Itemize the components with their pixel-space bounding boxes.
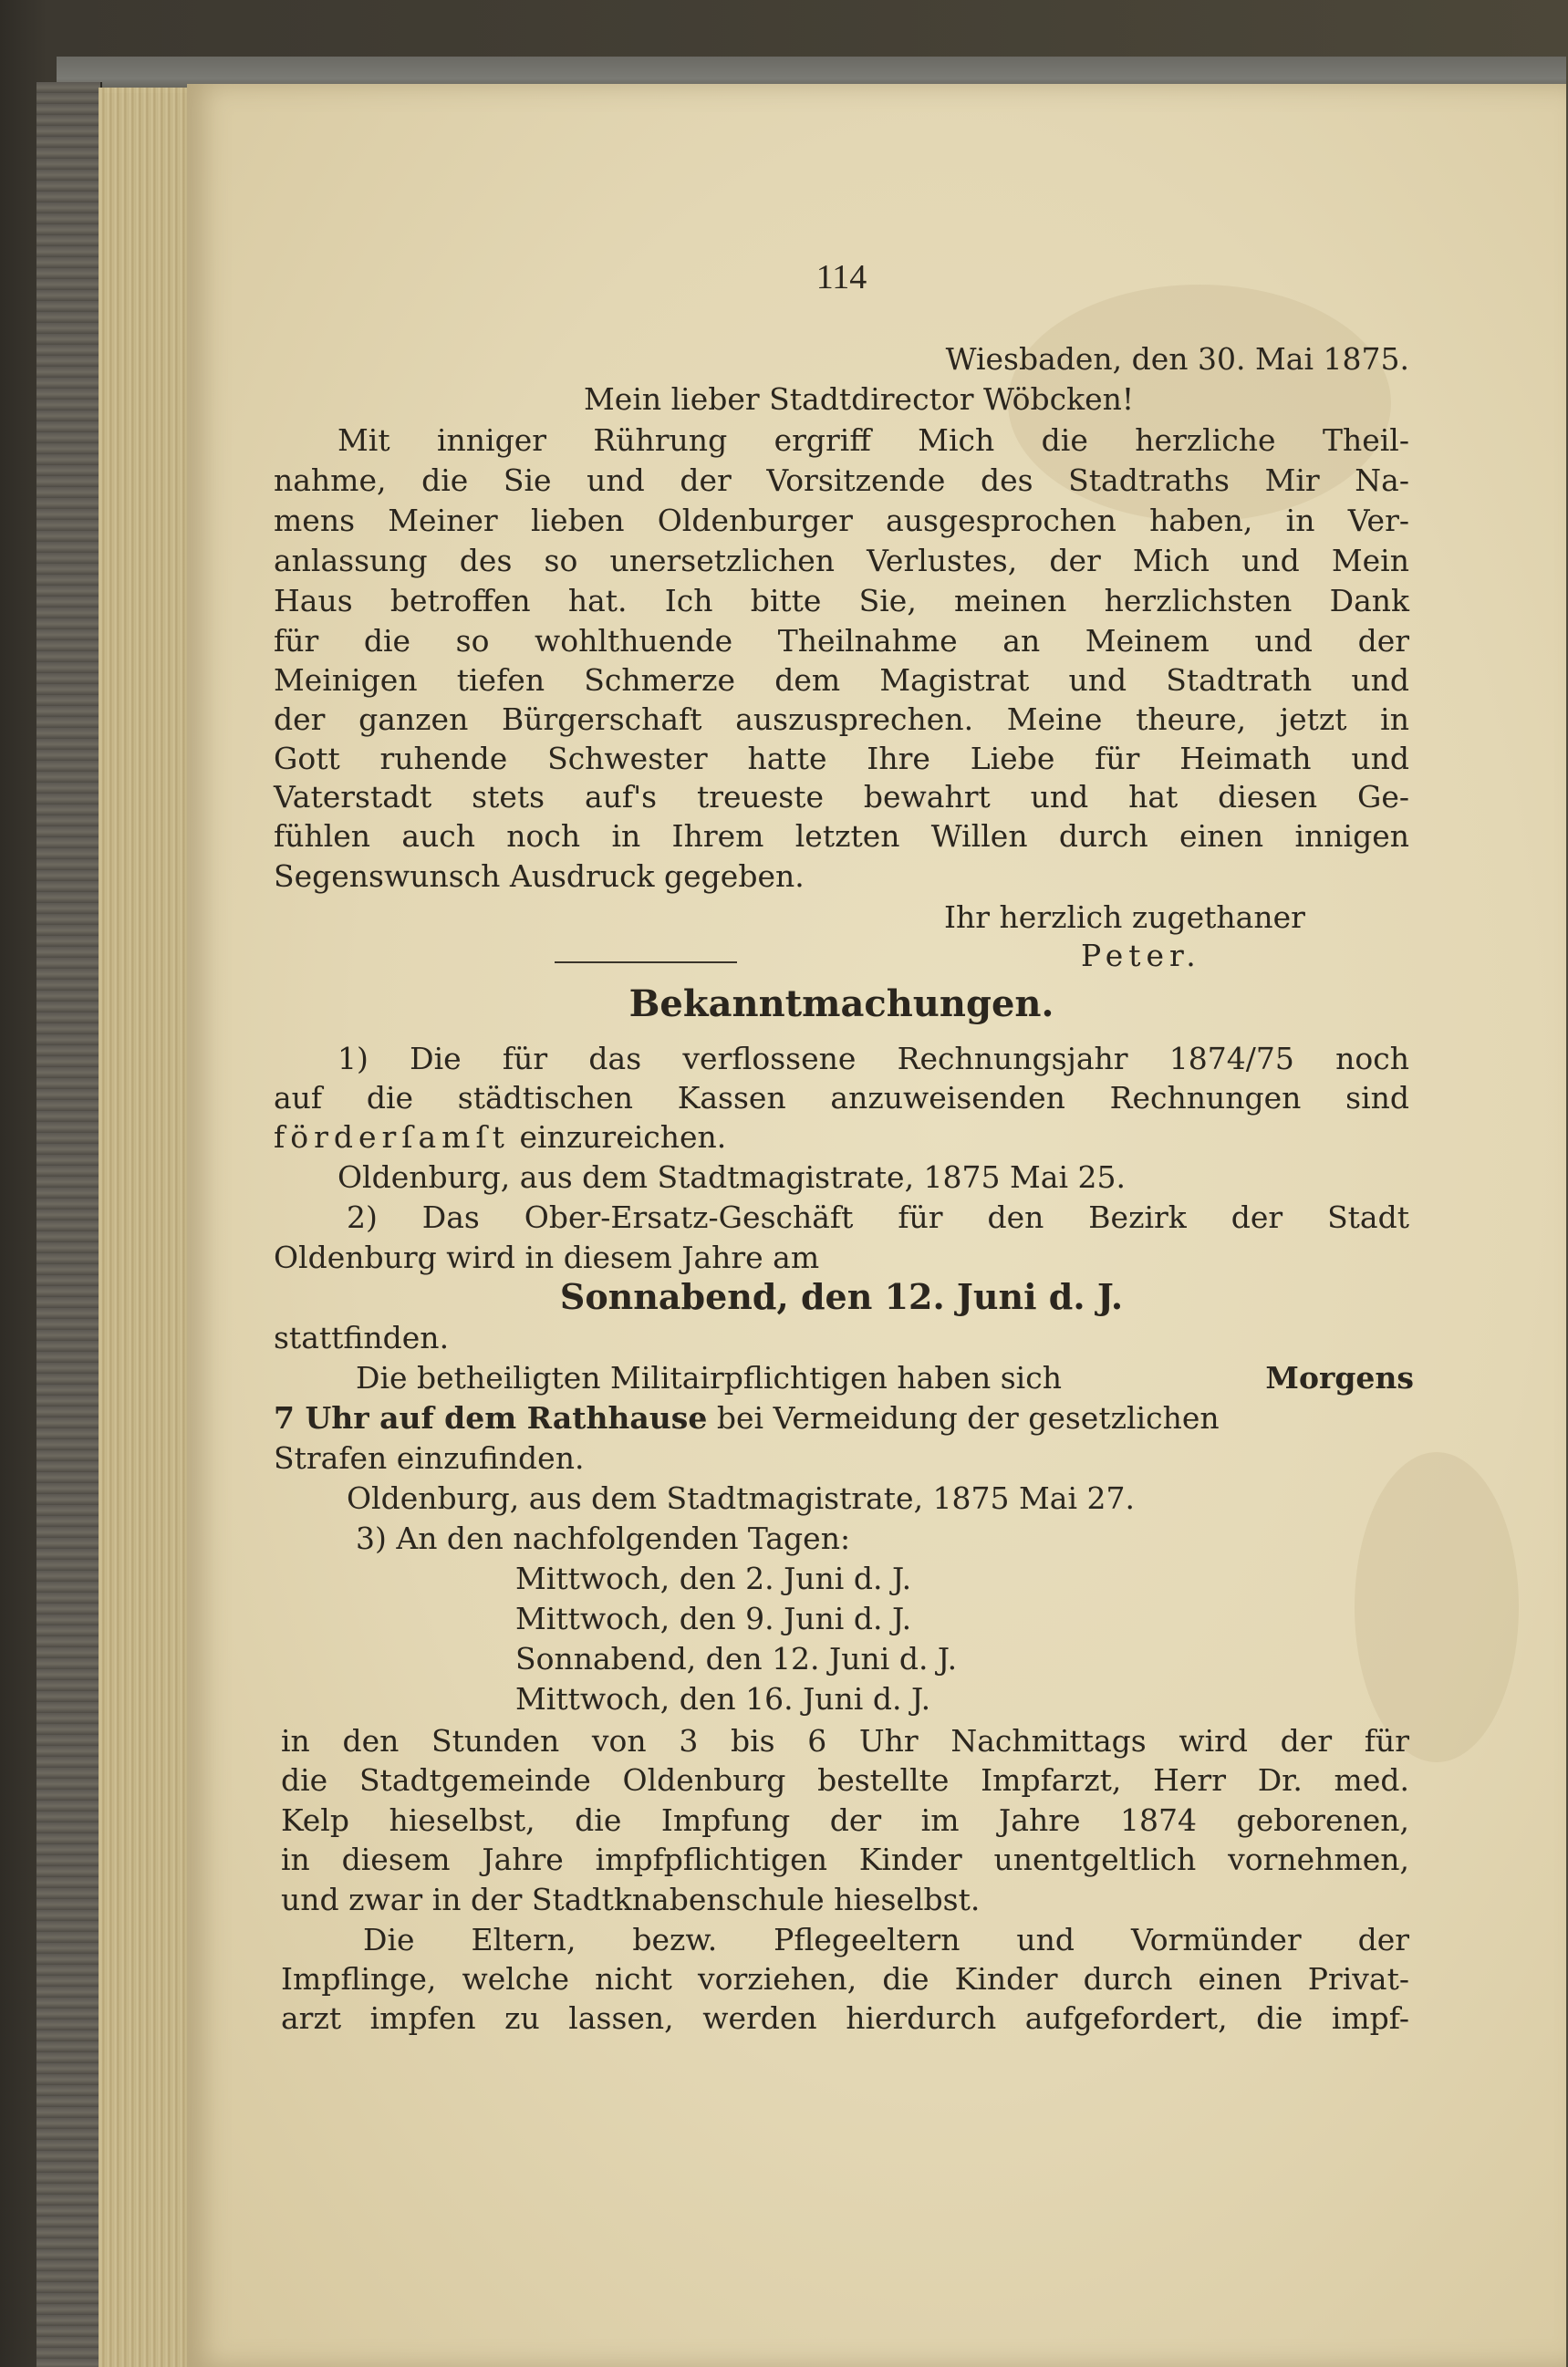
- notice-signoff: Oldenburg, aus dem Stadtmagistrate, 1875 Mai 25.: [337, 1159, 1127, 1195]
- letter-signature: Peter.: [1081, 938, 1201, 973]
- letter-line: für die so wohlthuende Theilnahme an Meinem und der: [274, 623, 1409, 659]
- letter-line: fühlen auch noch in Ihrem letzten Willen durch einen innigen: [274, 818, 1409, 854]
- letter-line: Gott ruhende Schwester hatte Ihre Liebe für Heimath und: [274, 741, 1409, 776]
- notice-line: Oldenburg wird in diesem Jahre am: [274, 1240, 820, 1275]
- letter-line: Meinigen tiefen Schmerze dem Magistrat und Stadtrath und: [274, 662, 1409, 698]
- section-heading: Bekanntmachungen.: [628, 982, 1054, 1025]
- letter-line: Vaterstadt stets auf's treueste bewahrt und hat diesen Ge-: [274, 779, 1409, 815]
- notice-line: die Stadtgemeinde Oldenburg bestellte Impfarzt, Herr Dr. med.: [281, 1762, 1409, 1798]
- vaccination-date: Sonnabend, den 12. Juni d. J.: [515, 1641, 958, 1677]
- letter-line: anlassung des so unersetzlichen Verlustes, der Mich und Mein: [274, 543, 1409, 578]
- letter-line: Segenswunsch Ausdruck gegeben.: [274, 858, 805, 894]
- notice-line: Impflinge, welche nicht vorziehen, die Kinder durch einen Privat-: [281, 1961, 1409, 1997]
- vaccination-date: Mittwoch, den 16. Juni d. J.: [515, 1681, 931, 1717]
- notice-line: arzt impfen zu lassen, werden hierdurch aufgefordert, die impf-: [281, 2000, 1409, 2036]
- notice-text: Die betheiligten Militairpflichtigen haben sich: [356, 1360, 1062, 1396]
- notice-line: [274, 1118, 1409, 1157]
- letter-closing: Ihr herzlich zugethaner: [944, 899, 1305, 935]
- notice-line: 1) Die für das verflossene Rechnungsjahr 1874/75 noch: [337, 1041, 1409, 1076]
- notice-date: Sonnabend, den 12. Juni d. J.: [559, 1276, 1124, 1317]
- notice-line: 3) An den nachfolgenden Tagen:: [356, 1521, 851, 1556]
- notice-line: [356, 1359, 1414, 1397]
- section-divider: [555, 961, 737, 963]
- vaccination-date: Mittwoch, den 9. Juni d. J.: [515, 1601, 912, 1636]
- notice-line: und zwar in der Stadtknabenschule hieselbst.: [281, 1882, 981, 1917]
- notice-line: in den Stunden von 3 bis 6 Uhr Nachmittags wird der für: [281, 1723, 1409, 1759]
- notice-line: Kelp hieselbst, die Impfung der im Jahre 1874 geborenen,: [281, 1802, 1409, 1838]
- notice-line: 2) Das Ober-Ersatz-Geschäft für den Bezirk der Stadt: [347, 1199, 1409, 1235]
- notice-line: Strafen einzufinden.: [274, 1440, 585, 1476]
- letter-line: mens Meiner lieben Oldenburger ausgesprochen haben, in Ver-: [274, 503, 1409, 538]
- letter-salutation: Mein lieber Stadtdirector Wöbcken!: [584, 381, 1135, 417]
- letter-line: Mit inniger Rührung ergriff Mich die herzliche Theil-: [337, 422, 1409, 458]
- notice-line: auf die städtischen Kassen anzuweisenden Rechnungen sind: [274, 1080, 1409, 1116]
- vaccination-date: Mittwoch, den 2. Juni d. J.: [515, 1561, 912, 1596]
- notice-line: stattfinden.: [274, 1320, 450, 1355]
- notice-line: in diesem Jahre impfpflichtigen Kinder unentgeltlich vornehmen,: [281, 1842, 1409, 1877]
- notice-text: einzureichen.: [509, 1119, 727, 1155]
- notice-text: bei Vermeidung der gesetzlichen: [707, 1400, 1220, 1436]
- book-cover-edge-left: [36, 82, 102, 2367]
- notice-line: [274, 1399, 1409, 1438]
- letter-line: nahme, die Sie und der Vorsitzende des Stadtraths Mir Na-: [274, 462, 1409, 498]
- notice-emphasis: 7 Uhr auf dem Rathhause: [274, 1400, 708, 1436]
- letter-line: der ganzen Bürgerschaft auszusprechen. Meine theure, jetzt in: [274, 701, 1409, 737]
- letter-line: Haus betroffen hat. Ich bitte Sie, meinen herzlichsten Dank: [274, 583, 1409, 618]
- page-number: 114: [815, 258, 867, 296]
- notice-signoff: Oldenburg, aus dem Stadtmagistrate, 1875 Mai 27.: [347, 1480, 1136, 1516]
- letter-dateline: Wiesbaden, den 30. Mai 1875.: [945, 341, 1409, 377]
- notice-line: Die Eltern, bezw. Pflegeeltern und Vormünder der: [363, 1922, 1409, 1957]
- emphasized-word: förderſamſt: [274, 1119, 510, 1155]
- notice-emphasis: Morgens: [1265, 1360, 1414, 1396]
